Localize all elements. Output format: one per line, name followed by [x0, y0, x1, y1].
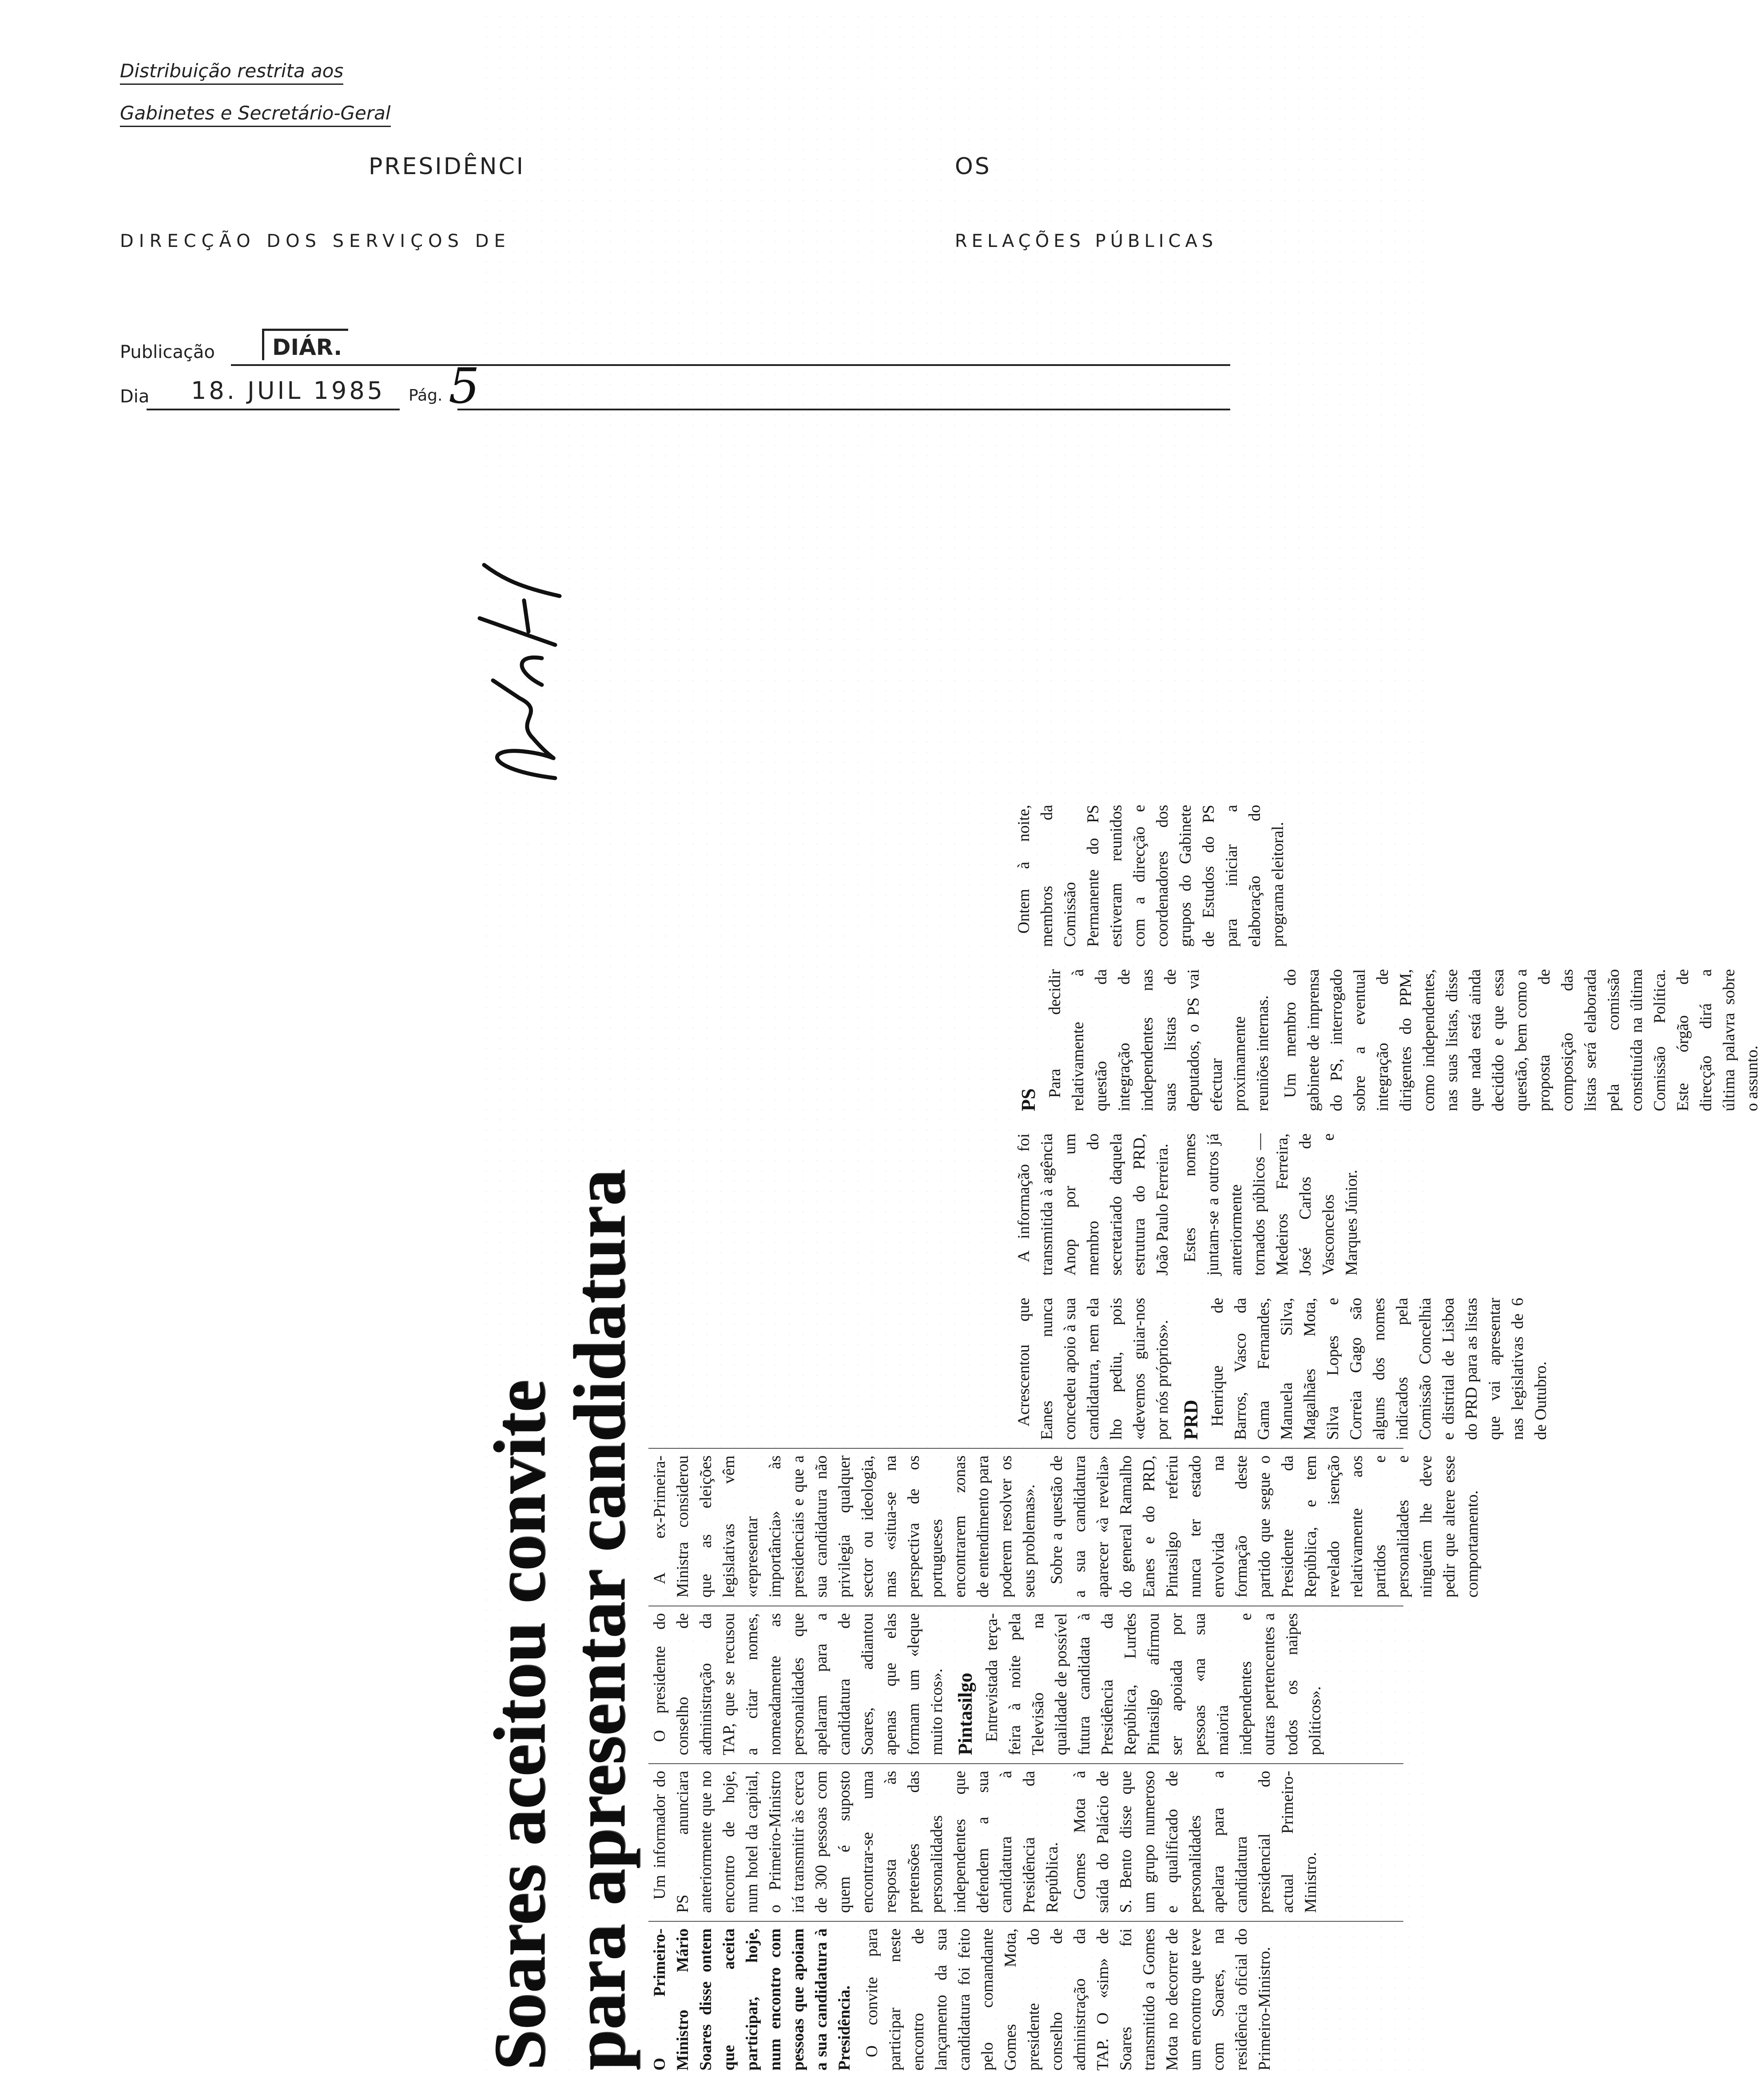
article-paragraph-5: Entrevistada terça-feira à noite pela Televisão na qualidade de possível futura candidata à Presidência da República, Lurdes Pintasilgo afirmou ser apoiada por pessoas «na sua maioria independentes e outras pertencentes a todos os naipes políticos».	[983, 1613, 1324, 1755]
directorate-right: RELAÇÕES PÚBLICAS	[955, 231, 1218, 251]
newspaper-clipping	[479, 14, 1761, 2075]
page-value: 5	[449, 358, 480, 414]
article-paragraph-10: A informação foi transmitida à agência Anop por um membro do secretariado daquela estrutura do PRD, João Paulo Ferreira.	[1015, 1133, 1172, 1276]
distribution-line-1: Distribuição restrita aos	[120, 60, 343, 85]
article-paragraph-12: Para decidir relativamente à questão da integração de independentes nas suas listas de deputados, o PS vai efectuar proximamente reuniões internas.	[1046, 969, 1272, 1111]
article-column-6	[1013, 1133, 1421, 1276]
handwritten-signature	[466, 556, 582, 787]
article-paragraph-7: Sobre a questão de a sua candidatura aparecer «à revelia» do general Ramalho Eanes e do PRD, Pintasilgo referiu nunca ter estado envolvida na formação deste partido que segue o Presidente da República, e tem revelado isenção relativamente aos partidos e personalidades e ninguém lhe deve pedir que altere esse comportamento.	[1048, 1455, 1482, 1598]
publication-label: Publicação	[120, 342, 215, 362]
headline	[480, 694, 640, 2071]
article-column-3	[648, 1613, 1430, 1755]
directorate-left: DIRECÇÃO DOS SERVIÇOS DE	[120, 231, 511, 251]
page-label: Pág.	[409, 386, 443, 405]
article-column-2	[648, 1771, 1430, 1913]
presidency-heading: PRESIDÊNCI	[369, 153, 525, 180]
publication-value: DIÁR.	[262, 329, 348, 360]
distribution-line-2: Gabinetes e Secretário-Geral	[120, 102, 391, 127]
article-paragraph-9: Henrique de Barros, Vasco da Gama Fernandes, Manuela Silva, Magalhães Mota, Silva Lopes e Correia Gago são alguns dos nomes indicados pela Comissão Concelhia e distrital de Lisboa do PRD para as listas que vai apresentar nas legislativas de 6 de Outubro.	[1208, 1298, 1550, 1440]
column-rule	[648, 1921, 1403, 1922]
article-column-1	[648, 1928, 1430, 2071]
article-lead: O Primeiro-Ministro Mário Soares disse ontem que aceita participar, hoje, num encontro com pessoas que apoiam a sua candidatura à Presidência.	[651, 1928, 854, 2071]
section-prd: PRD	[1180, 1399, 1202, 1440]
day-label: Dia	[120, 386, 150, 407]
presidency-heading-suffix: OS	[955, 153, 991, 180]
day-underline	[147, 409, 400, 410]
section-ps: PS	[1017, 1088, 1039, 1111]
day-value: 18. JUIL 1985	[191, 377, 385, 405]
article-column-7	[1013, 969, 1761, 1111]
article-column-8	[1013, 805, 1421, 947]
article-paragraph-4: O presidente do conselho de administração da TAP, que se recusou a citar nomes, nomeadamente as personalidades que apelaram para a candidatura de Soares, adiantou apenas que elas formam um «leque muito ricos».	[651, 1613, 946, 1755]
article-paragraph-14: Ontem à noite, membros da Comissão Permanente do PS estiveram reunidos com a direcção e coordenadores dos grupos do Gabinete de Estudos do PS para iniciar a elaboração do programa eleitoral.	[1015, 805, 1287, 947]
headline-line-1: Soares aceitou convite	[479, 1379, 560, 2071]
article-column-5	[1013, 1298, 1550, 1440]
section-pintasilgo: Pintasilgo	[954, 1673, 976, 1755]
article-paragraph-2: Um informador do PS anunciara anteriormente que no encontro de hoje, num hotel da capital, o Primeiro-Ministro irá transmitir às cerca de 300 pessoas com quem é suposto encontrar-se uma resposta às pretensões das personalidades independentes que defendem a sua candidatura à Presidência da República.	[651, 1771, 1061, 1913]
headline-line-2: para apresentar candidatura	[559, 1169, 640, 2071]
article-paragraph-8: Acrescentou que Eanes nunca concedeu apoio à sua candidatura, nem ela lho pediu, pois «devemos guiar-nos por nós próprios».	[1015, 1298, 1172, 1440]
article-paragraph-11: Estes nomes juntam-se a outros já anteriormente tornados públicos — Medeiros Ferreira, José Carlos de Vasconcelos e Marques Júnior.	[1181, 1133, 1361, 1276]
column-rule	[648, 1763, 1403, 1764]
article-paragraph-3: Gomes Mota à saída do Palácio de S. Bento disse que um grupo numeroso e qualificado de personalidades apelara para a candidatura presidencial do actual Primeiro-Ministro.	[1071, 1771, 1320, 1913]
article-paragraph-13: Um membro do gabinete de imprensa do PS, interrogado sobre a eventual integração de dirigentes do PPM, como independentes, nas suas listas, disse que nada está ainda decidido e que essa questão, bem como a proposta de composição das listas será elaborada pela comissão constituída na última Comissão Política. Este órgão de direcção dirá a última palavra sobre o assunto.	[1281, 969, 1761, 1111]
column-rule	[648, 1448, 1403, 1449]
article-paragraph-6: A ex-Primeira-Ministra considerou que as eleições legislativas vêm «representar importância» às presidenciais e que a sua candidatura não privilegia qualquer sector ou ideologia, mas «situa-se na perspectiva de os portugueses encontrarem zonas de entendimento para poderem resolver os seus problemas».	[651, 1455, 1038, 1598]
article-paragraph-1: O convite para participar neste encontro de lançamento da sua candidatura foi feito pelo comandante Gomes Mota, presidente do conselho de administração da TAP. O «sim» de Soares foi transmitido a Gomes Mota no decorrer de um encontro que teve com Soares, na residência oficial do Primeiro-Ministro.	[863, 1928, 1274, 2071]
article-column-4	[648, 1455, 1482, 1598]
